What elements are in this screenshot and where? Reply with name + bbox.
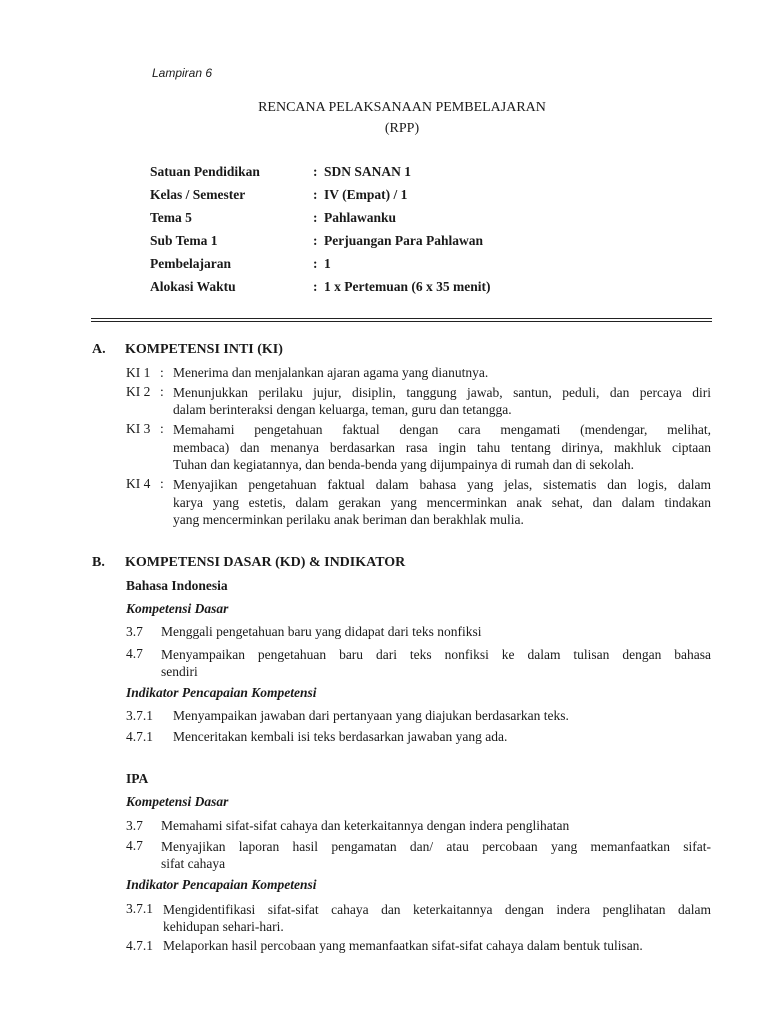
identity-label: Sub Tema 1	[150, 233, 218, 248]
ki-text: Menunjukkan perilaku jujur, disiplin, tanggung jawab, santun, peduli, dan percaya diri	[173, 385, 711, 400]
identity-label: Satuan Pendidikan	[150, 164, 260, 179]
identity-colon: :	[313, 164, 318, 179]
indicator-text: Melaporkan hasil percobaan yang memanfaatkan sifat-sifat cahaya dalam bentuk tulisan.	[163, 938, 643, 953]
document-title: RENCANA PELAKSANAAN PEMBELAJARAN	[258, 100, 546, 115]
identity-colon: :	[313, 279, 318, 294]
kd-text: sifat cahaya	[161, 856, 226, 871]
ki-colon: :	[160, 365, 164, 380]
identity-value: Pahlawanku	[324, 210, 397, 225]
kd-number: 3.7	[126, 818, 143, 833]
ki-text: yang mencerminkan perilaku anak beriman dan berakhlak mulia.	[173, 512, 524, 527]
ki-text: dalam berinteraksi dengan keluarga, teman, guru dan tetangga.	[173, 402, 512, 417]
ki-text: Menerima dan menjalankan ajaran agama yang dianutnya.	[173, 365, 489, 380]
lampiran-label: Lampiran 6	[152, 66, 213, 80]
identity-value: Perjuangan Para Pahlawan	[324, 233, 484, 248]
identity-colon: :	[313, 210, 318, 225]
ki-colon: :	[160, 476, 164, 491]
ki-text: Memahami pengetahuan faktual dengan cara mengamati (mendengar, melihat,	[173, 422, 711, 437]
kd-heading: Kompetensi Dasar	[126, 794, 229, 809]
ki-code: KI 4	[126, 476, 151, 491]
ki-text: karya yang estetis, dalam gerakan yang mencerminkan anak sehat, dan dalam tindakan	[173, 495, 711, 510]
kd-text: Menyajikan laporan hasil pengamatan dan/ atau percobaan yang memanfaatkan sifat-	[161, 839, 711, 854]
identity-label: Kelas / Semester	[150, 187, 246, 202]
identity-label: Tema 5	[150, 210, 192, 225]
ki-text: membaca) dan menanya berdasarkan rasa ingin tahu tentang dirinya, makhluk ciptaan	[173, 440, 711, 455]
indicator-text: Mengidentifikasi sifat-sifat cahaya dan keterkaitannya dengan indera penglihatan dalam	[163, 902, 711, 917]
kd-text: Menyampaikan pengetahuan baru dari teks nonfiksi ke dalam tulisan dengan bahasa	[161, 647, 711, 662]
divider-line	[91, 318, 712, 319]
kd-heading: Kompetensi Dasar	[126, 601, 229, 616]
kd-text: Menggali pengetahuan baru yang didapat dari teks nonfiksi	[161, 624, 482, 639]
indicator-text: Menceritakan kembali isi teks berdasarkan jawaban yang ada.	[173, 729, 508, 744]
section-a-letter: A.	[92, 342, 106, 357]
subject-heading: Bahasa Indonesia	[126, 578, 228, 593]
identity-value: SDN SANAN 1	[324, 164, 412, 179]
ki-colon: :	[160, 384, 164, 399]
document-subtitle: (RPP)	[384, 121, 420, 136]
identity-label: Alokasi Waktu	[150, 279, 236, 294]
section-b-letter: B.	[92, 555, 105, 570]
section-a-title: KOMPETENSI INTI (KI)	[125, 342, 283, 357]
kd-number: 4.7	[126, 838, 143, 853]
kd-number: 4.7	[126, 646, 143, 661]
kd-text: Memahami sifat-sifat cahaya dan keterkaitannya dengan indera penglihatan	[161, 818, 570, 833]
identity-value: 1	[324, 256, 331, 271]
ki-code: KI 3	[126, 421, 151, 436]
indicator-number: 4.7.1	[126, 938, 153, 953]
indicator-text: Menyampaikan jawaban dari pertanyaan yang diajukan berdasarkan teks.	[173, 708, 569, 723]
divider-line	[91, 321, 712, 322]
ki-text: Menyajikan pengetahuan faktual dalam bahasa yang jelas, sistematis dan logis, dalam	[173, 477, 711, 492]
ki-text: Tuhan dan kegiatannya, dan benda-benda yang dijumpainya di rumah dan di sekolah.	[173, 457, 635, 472]
identity-colon: :	[313, 256, 318, 271]
indicator-text: kehidupan sehari-hari.	[163, 919, 284, 934]
identity-colon: :	[313, 233, 318, 248]
kd-text: sendiri	[161, 664, 198, 679]
indicator-number: 4.7.1	[126, 729, 153, 744]
identity-value: IV (Empat) / 1	[324, 187, 408, 202]
section-b-title: KOMPETENSI DASAR (KD) & INDIKATOR	[125, 555, 406, 570]
subject-heading: IPA	[126, 771, 149, 786]
identity-colon: :	[313, 187, 318, 202]
identity-value: 1 x Pertemuan (6 x 35 menit)	[324, 279, 491, 294]
kd-number: 3.7	[126, 624, 143, 639]
ki-code: KI 1	[126, 365, 151, 380]
identity-label: Pembelajaran	[150, 256, 231, 271]
indicator-number: 3.7.1	[126, 901, 153, 916]
indicator-number: 3.7.1	[126, 708, 153, 723]
indicator-heading: Indikator Pencapaian Kompetensi	[126, 877, 317, 892]
ki-colon: :	[160, 421, 164, 436]
indicator-heading: Indikator Pencapaian Kompetensi	[126, 685, 317, 700]
ki-code: KI 2	[126, 384, 151, 399]
